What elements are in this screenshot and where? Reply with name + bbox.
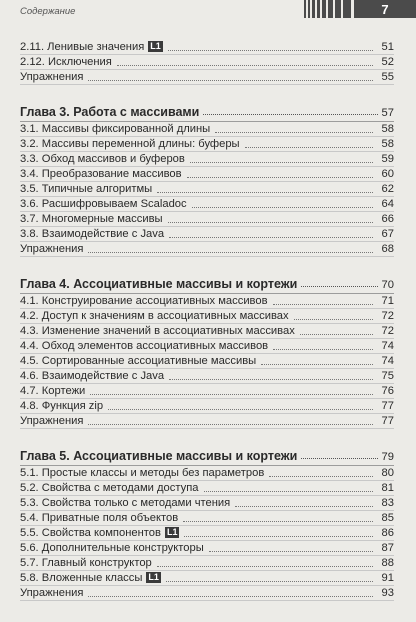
entry-title: 4.6. Взаимодействие с Java bbox=[20, 370, 165, 382]
level-badge: L1 bbox=[166, 527, 178, 537]
toc-entry[interactable] bbox=[20, 339, 394, 354]
dot-leader bbox=[166, 581, 373, 582]
chapter-title: Глава 5. Ассоциативные массивы и кортежи bbox=[20, 449, 298, 463]
running-head: Содержание bbox=[20, 6, 76, 17]
chapter-3-heading[interactable] bbox=[20, 103, 394, 119]
toc-entry[interactable] bbox=[20, 242, 394, 257]
toc-entry[interactable] bbox=[20, 182, 394, 197]
entry-title: 5.2. Свойства с методами доступа bbox=[20, 482, 199, 494]
entry-page: 66 bbox=[381, 213, 394, 225]
dot-leader bbox=[235, 506, 373, 507]
toc-entry[interactable] bbox=[20, 197, 394, 212]
entry-title: 5.7. Главный конструктор bbox=[20, 557, 152, 569]
chapter-title: Глава 3. Работа с массивами bbox=[20, 105, 200, 119]
toc-entry[interactable] bbox=[20, 354, 394, 369]
section-chapter2-tail bbox=[20, 40, 394, 85]
toc-entry[interactable] bbox=[20, 137, 394, 152]
chapter-page: 57 bbox=[381, 107, 394, 119]
entry-page: 74 bbox=[381, 355, 394, 367]
entry-title: 5.1. Простые классы и методы без параметров bbox=[20, 467, 265, 479]
toc-entry[interactable] bbox=[20, 324, 394, 339]
toc-entry[interactable] bbox=[20, 541, 394, 556]
entry-page: 55 bbox=[381, 71, 394, 83]
entry-title: 3.2. Массивы переменной длины: буферы bbox=[20, 138, 240, 150]
dot-leader bbox=[183, 521, 373, 522]
entry-title: 3.3. Обход массивов и буферов bbox=[20, 153, 185, 165]
entry-page: 81 bbox=[381, 482, 394, 494]
entry-title: 5.3. Свойства только с методами чтения bbox=[20, 497, 231, 509]
toc-entry[interactable] bbox=[20, 227, 394, 242]
entry-title: Упражнения bbox=[20, 71, 84, 83]
entry-title: Упражнения bbox=[20, 587, 84, 599]
entry-title: 3.5. Типичные алгоритмы bbox=[20, 183, 153, 195]
entry-title: 4.4. Обход элементов ассоциативных массивов bbox=[20, 340, 269, 352]
entry-page: 72 bbox=[381, 310, 394, 322]
dot-leader bbox=[184, 536, 373, 537]
dot-leader bbox=[187, 177, 373, 178]
dot-leader bbox=[108, 409, 373, 410]
toc-entry[interactable] bbox=[20, 511, 394, 526]
chapter-5-heading[interactable] bbox=[20, 447, 394, 463]
dot-leader bbox=[168, 222, 373, 223]
entry-title: 5.8. Вложенные классы L1 bbox=[20, 572, 159, 584]
level-badge: L1 bbox=[150, 41, 161, 51]
entry-title: 2.11. Ленивые значения L1 bbox=[20, 41, 161, 53]
toc-entry[interactable] bbox=[20, 526, 394, 541]
entry-page: 86 bbox=[381, 527, 394, 539]
dot-leader bbox=[169, 379, 373, 380]
entry-page: 93 bbox=[381, 587, 394, 599]
entry-title: 5.4. Приватные поля объектов bbox=[20, 512, 179, 524]
chapter-page: 70 bbox=[381, 279, 394, 291]
dot-leader bbox=[88, 424, 373, 425]
dot-leader bbox=[190, 162, 373, 163]
entry-page: 77 bbox=[381, 400, 394, 412]
entry-page: 52 bbox=[381, 56, 394, 68]
dot-leader bbox=[273, 304, 373, 305]
chapter-title: Глава 4. Ассоциативные массивы и кортежи bbox=[20, 277, 298, 291]
decorative-stripes bbox=[298, 0, 354, 18]
entry-page: 68 bbox=[381, 243, 394, 255]
dot-leader bbox=[157, 566, 373, 567]
entry-page: 67 bbox=[381, 228, 394, 240]
entry-title: 4.5. Сортированные ассоциативные массивы bbox=[20, 355, 257, 367]
entry-page: 58 bbox=[381, 123, 394, 135]
entry-page: 60 bbox=[381, 168, 394, 180]
entry-page: 59 bbox=[381, 153, 394, 165]
entry-title: Упражнения bbox=[20, 243, 84, 255]
entry-title: 3.7. Многомерные массивы bbox=[20, 213, 163, 225]
chapter-4-heading[interactable] bbox=[20, 275, 394, 291]
entry-page: 62 bbox=[381, 183, 394, 195]
dot-leader bbox=[209, 551, 373, 552]
level-badge: L1 bbox=[148, 572, 159, 582]
entry-page: 83 bbox=[381, 497, 394, 509]
toc-entry[interactable] bbox=[20, 556, 394, 571]
entry-title: Упражнения bbox=[20, 415, 84, 427]
dot-leader bbox=[88, 596, 373, 597]
entry-page: 88 bbox=[381, 557, 394, 569]
entry-page: 74 bbox=[381, 340, 394, 352]
dot-leader bbox=[88, 252, 373, 253]
toc-entry[interactable] bbox=[20, 152, 394, 167]
entry-title: 3.6. Расшифровываем Scaladoc bbox=[20, 198, 187, 210]
toc-entry[interactable] bbox=[20, 55, 394, 70]
entry-page: 91 bbox=[381, 572, 394, 584]
entry-page: 58 bbox=[381, 138, 394, 150]
entry-title: 5.5. Свойства компонентов L1 bbox=[20, 527, 178, 539]
toc-entry[interactable] bbox=[20, 40, 394, 55]
toc-entry[interactable] bbox=[20, 481, 394, 496]
dot-leader bbox=[215, 132, 373, 133]
dot-leader bbox=[301, 458, 377, 459]
entry-page: 80 bbox=[381, 467, 394, 479]
entry-page: 85 bbox=[381, 512, 394, 524]
dot-leader bbox=[192, 207, 373, 208]
toc-entry[interactable] bbox=[20, 466, 394, 481]
entry-page: 87 bbox=[381, 542, 394, 554]
entry-title: 3.4. Преобразование массивов bbox=[20, 168, 182, 180]
toc-entry[interactable] bbox=[20, 414, 394, 429]
dot-leader bbox=[117, 65, 373, 66]
entry-page: 64 bbox=[381, 198, 394, 210]
dot-leader bbox=[245, 147, 373, 148]
entry-title: 4.3. Изменение значений в ассоциативных массивах bbox=[20, 325, 295, 337]
dot-leader bbox=[157, 192, 373, 193]
chapter-3-entries bbox=[20, 122, 394, 257]
entry-title: 4.8. Функция zip bbox=[20, 400, 104, 412]
dot-leader bbox=[294, 319, 373, 320]
toc-entry[interactable] bbox=[20, 122, 394, 137]
dot-leader bbox=[88, 80, 373, 81]
toc-entry[interactable] bbox=[20, 399, 394, 414]
toc-entry[interactable] bbox=[20, 70, 394, 85]
dot-leader bbox=[204, 491, 374, 492]
entry-title: 5.6. Дополнительные конструкторы bbox=[20, 542, 204, 554]
toc-entry[interactable] bbox=[20, 496, 394, 511]
entry-page: 77 bbox=[381, 415, 394, 427]
page-header-bar bbox=[298, 0, 416, 18]
entry-page: 76 bbox=[381, 385, 394, 397]
toc-entry[interactable] bbox=[20, 167, 394, 182]
table-of-contents bbox=[20, 40, 394, 601]
dot-leader bbox=[300, 334, 373, 335]
toc-entry[interactable] bbox=[20, 571, 394, 586]
toc-entry[interactable] bbox=[20, 369, 394, 384]
chapter-4-entries bbox=[20, 294, 394, 429]
entry-title: 2.12. Исключения bbox=[20, 56, 112, 68]
dot-leader bbox=[169, 237, 373, 238]
dot-leader bbox=[203, 114, 377, 115]
entry-title: 4.2. Доступ к значениям в ассоциативных массивах bbox=[20, 310, 289, 322]
entry-page: 72 bbox=[381, 325, 394, 337]
toc-entry[interactable] bbox=[20, 309, 394, 324]
dot-leader bbox=[90, 394, 373, 395]
dot-leader bbox=[273, 349, 373, 350]
chapter-page: 79 bbox=[381, 451, 394, 463]
dot-leader bbox=[168, 50, 373, 51]
toc-entry[interactable] bbox=[20, 212, 394, 227]
entry-page: 75 bbox=[381, 370, 394, 382]
toc-entry[interactable] bbox=[20, 384, 394, 399]
page-number: 7 bbox=[354, 0, 416, 18]
entry-title: 3.1. Массивы фиксированной длины bbox=[20, 123, 211, 135]
chapter-5-entries bbox=[20, 466, 394, 601]
toc-entry[interactable] bbox=[20, 294, 394, 309]
entry-title: 3.8. Взаимодействие с Java bbox=[20, 228, 165, 240]
dot-leader bbox=[301, 286, 377, 287]
entry-page: 51 bbox=[381, 41, 394, 53]
dot-leader bbox=[261, 364, 373, 365]
entry-title: 4.1. Конструирование ассоциативных массивов bbox=[20, 295, 268, 307]
toc-entry[interactable] bbox=[20, 586, 394, 601]
entry-page: 71 bbox=[381, 295, 394, 307]
entry-title: 4.7. Кортежи bbox=[20, 385, 86, 397]
dot-leader bbox=[269, 476, 373, 477]
